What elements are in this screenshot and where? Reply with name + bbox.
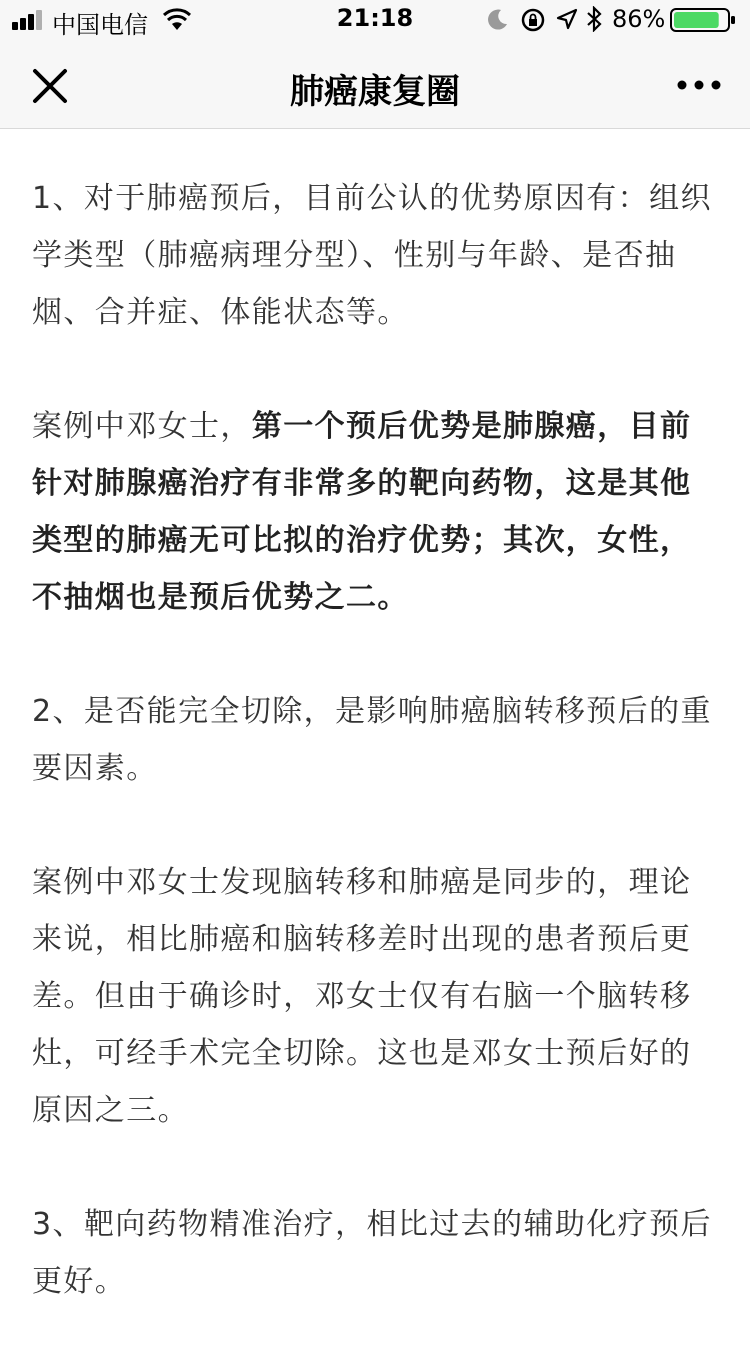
bluetooth-icon: [586, 6, 602, 32]
article-paragraph-4: 案例中邓女士发现脑转移和肺癌是同步的，理论来说，相比肺癌和脑转移差时出现的患者预后更差。但由于确诊时，邓女士仅有右脑一个脑转移灶，可经手术完全切除。这也是邓女士预后好的原因之三。: [32, 865, 692, 1128]
status-bar: [0, 0, 750, 40]
paragraph-normal-text: 案例中邓女士，: [32, 409, 252, 444]
page-title: 肺癌康复圈: [290, 72, 460, 112]
article-content: [32, 170, 718, 1367]
battery-percent: 86%: [612, 5, 666, 33]
article-paragraph-2: [32, 398, 718, 626]
carrier-label: 中国电信: [52, 11, 148, 39]
status-time: 21:18: [336, 4, 414, 32]
paragraph-bold-text: 第一个预后优势是肺腺癌，目前针对肺腺癌治疗有非常多的靶向药物，这是其他类型的肺癌无可比拟的治疗优势；其次，女性，不抽烟也是预后优势之二。: [32, 409, 692, 615]
battery-icon: [670, 8, 736, 32]
top-bar: [0, 0, 750, 129]
moon-icon: [486, 7, 510, 31]
article-paragraph-3: 2、是否能完全切除，是影响肺癌脑转移预后的重要因素。: [32, 694, 712, 786]
article-paragraph-5: 3、靶向药物精准治疗，相比过去的辅助化疗预后更好。: [32, 1207, 712, 1299]
rotation-lock-icon: [520, 7, 546, 33]
article-paragraph-1: 1、对于肺癌预后，目前公认的优势原因有：组织学类型（肺癌病理分型）、性别与年龄、是否抽烟、合并症、体能状态等。: [32, 181, 712, 330]
location-icon: [556, 8, 578, 30]
more-icon[interactable]: [676, 70, 722, 100]
